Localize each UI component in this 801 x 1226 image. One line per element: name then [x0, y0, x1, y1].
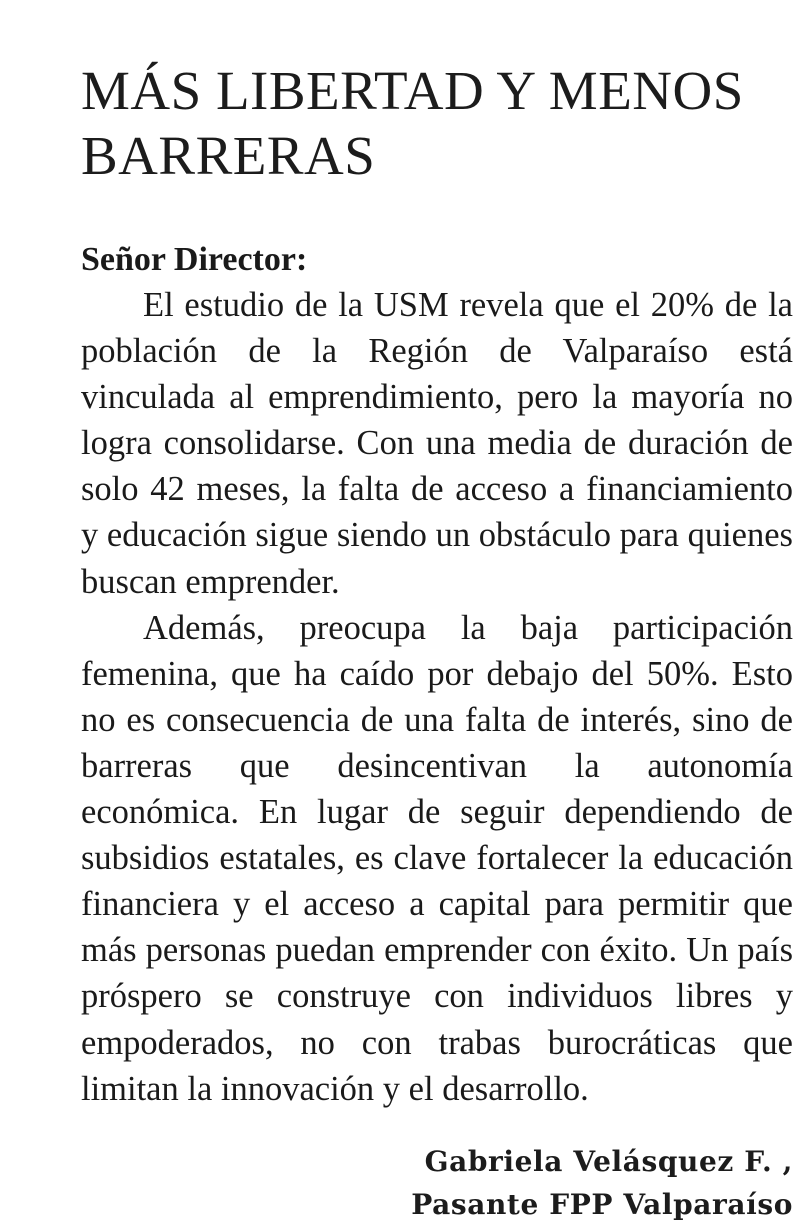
body-paragraph-2: Además, preocupa la baja participación femenina, que ha caído por debajo del 50%. Esto no es consecuencia de una falta de interés, sino de barreras que desincentivan la autonomía económica. En lugar de seguir dependiendo de subsidios estatales, es clave fortalecer la educación financiera y el acceso a capital para permitir que más personas puedan emprender con éxito. Un país próspero se construye con individuos libres y empoderados, no con trabas burocráticas que limitan la innovación y el desarrollo. [81, 608, 793, 1108]
signature-role: Pasante FPP Valparaíso [411, 1188, 793, 1221]
letter-greeting: Señor Director: [81, 241, 308, 278]
letter-signature [411, 1140, 793, 1226]
signature-name: Gabriela Velásquez F. , [424, 1145, 793, 1178]
body-paragraph-1: El estudio de la USM revela que el 20% de la población de la Región de Valparaíso está vinculada al emprendimiento, pero la mayoría no logra consolidarse. Con una media de duración de solo 42 meses, la falta de acceso a financiamiento y educación sigue siendo un obstáculo para quienes buscan emprender. [81, 286, 793, 601]
article-title: MÁS LIBERTAD Y MENOS BARRERAS [81, 60, 744, 186]
letter-body [81, 282, 793, 1112]
